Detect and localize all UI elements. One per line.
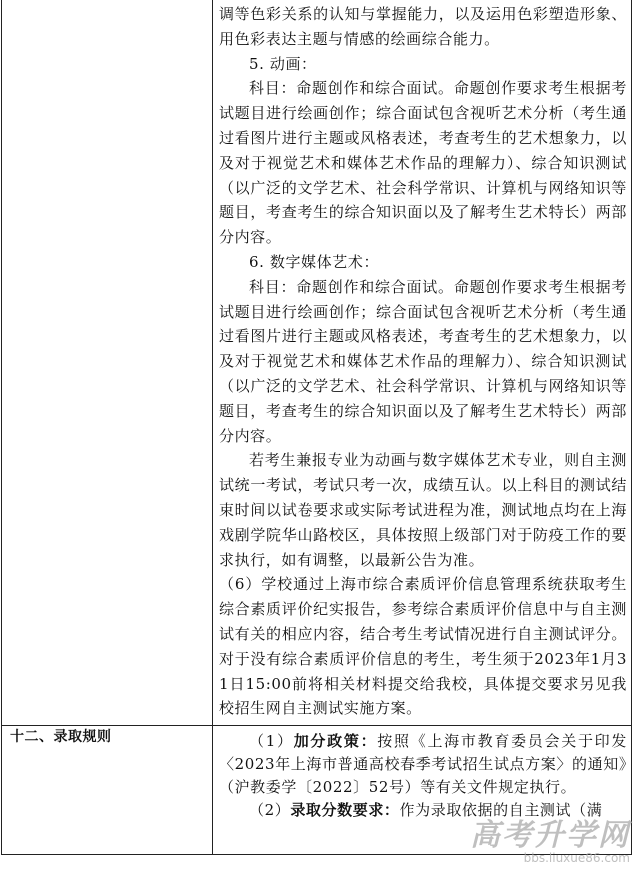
heading-animation: 5. 动画：	[248, 54, 317, 73]
rule-score-requirement-title: 录取分数要求：	[290, 801, 400, 820]
rule-score-requirement: （2）录取分数要求：作为录取依据的自主测试（满	[248, 801, 603, 820]
paragraph-joint-exam-note: 若考生兼报专业为动画与数字媒体艺术专业，则自主测试统一考试，考试只考一次，成绩互认。以上科目的测试结束时间以试卷要求或实际考试进程为准，测试地点均在上海戏剧学院华山路校区，具体按照上级部门对于防疫工作的要求执行，如有调整，以最新公告为准。	[218, 451, 627, 569]
watermark-logo: 高考升学网	[470, 818, 630, 853]
paragraph-animation-subjects: 科目：命题创作和综合面试。命题创作要求考生根据考试题目进行绘画创作；综合面试包含视听艺术分析（考生通过看图片进行主题或风格表述，考查考生的艺术想象力，以及对于视觉艺术和媒体艺术作品的理解力）、综合知识测试（以广泛的文学艺术、社会科学常识、计算机与网络知识等题目，考查考生的综合知识面以及了解考生艺术特长）两部分内容。	[218, 79, 627, 247]
paragraph-digital-media-subjects: 科目：命题创作和综合面试。命题创作要求考生根据考试题目进行绘画创作；综合面试包含视听艺术分析（考生通过看图片进行主题或风格表述，考查考生的艺术想象力，以及对于视觉艺术和媒体艺术作品的理解力）、综合知识测试（以广泛的文学艺术、社会科学常识、计算机与网络知识等题目，考查考生的综合知识面以及了解考生艺术特长）两部分内容。	[218, 277, 627, 445]
table-row-admission-rules	[2, 726, 632, 855]
rule-bonus-policy-title: 加分政策：	[293, 732, 378, 751]
paragraph-color-ability: 调等色彩关系的认知与掌握能力，以及运用色彩塑造形象、用色彩表达主题与情感的绘画综合能力。	[218, 5, 627, 48]
admission-rules-cell	[212, 726, 631, 855]
section-label-cell	[2, 726, 213, 855]
watermark-url: bbs.liuxue86.com	[523, 851, 630, 865]
section-label: 十二、录取规则	[10, 729, 112, 746]
admission-table	[1, 0, 632, 855]
empty-label-cell	[2, 0, 213, 726]
paragraph-comprehensive-evaluation: （6）学校通过上海市综合素质评价信息管理系统获取考生综合素质评价纪实报告，参考综合素质评价信息中与自主测试有关的相应内容，结合考生考试情况进行自主测试评分。对于没有综合素质评价信息的考生，考生须于2023年1月31日15:00前将相关材料提交给我校，具体提交要求另见我校招生网自主测试实施方案。	[218, 575, 627, 718]
rule-bonus-policy: （1）加分政策：按照《上海市教育委员会关于印发〈2023年上海市普通高校春季考试招生试点方案〉的通知》（沪教委学〔2022〕52号）等有关文件规定执行。	[218, 732, 627, 797]
heading-digital-media-art: 6. 数字媒体艺术：	[248, 252, 380, 271]
table-row-exam-details	[2, 0, 632, 726]
exam-details-cell	[212, 0, 631, 726]
